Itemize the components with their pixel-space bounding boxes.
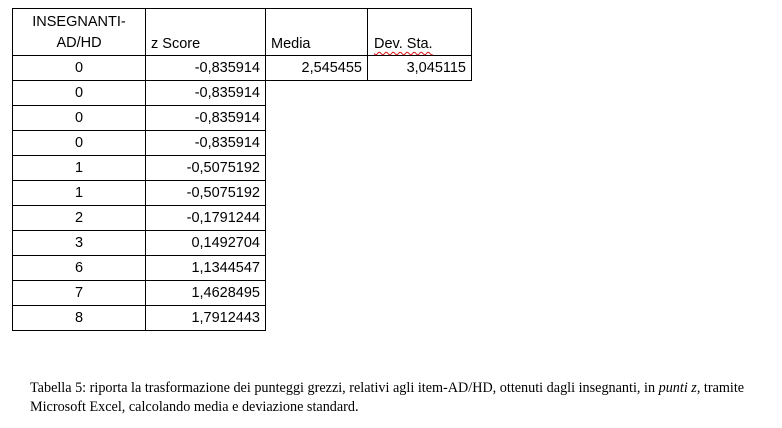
table-caption: [30, 379, 770, 417]
header-dev-sta-label: Dev. Sta.: [374, 36, 433, 52]
table-row-value: 3: [12, 231, 146, 256]
header-z-score: [146, 8, 266, 56]
data-table: [12, 8, 472, 333]
header-z-score-label: z Score: [151, 36, 201, 52]
caption-text-before: Tabella 5: riporta la trasformazione dei punteggi grezzi, relativi agli item-AD/HD, ottenuti dagli insegnanti, in: [30, 380, 659, 396]
header-insegnanti-line1: INSEGNANTI-: [32, 14, 126, 30]
table-row-z-score: 1,1344547: [146, 256, 266, 281]
table-row-z-score: 1,4628495: [146, 281, 266, 306]
table-row-z-score: -0,835914: [146, 56, 266, 81]
table-row-z-score: 0,1492704: [146, 231, 266, 256]
table-row-z-score: 1,7912443: [146, 306, 266, 331]
dev-sta-value: 3,045115: [368, 56, 472, 81]
table-row-value: 7: [12, 281, 146, 306]
header-dev-sta: [368, 8, 472, 56]
table-row-z-score: -0,5075192: [146, 181, 266, 206]
caption-text-italic: punti z: [658, 380, 697, 396]
table-row-z-score: -0,5075192: [146, 156, 266, 181]
header-insegnanti: [12, 8, 146, 56]
header-media: [266, 8, 368, 56]
table-row-value: 0: [12, 131, 146, 156]
table-row-z-score: -0,835914: [146, 131, 266, 156]
table-row-z-score: -0,835914: [146, 106, 266, 131]
table-row-z-score: -0,835914: [146, 81, 266, 106]
table-row-value: 1: [12, 181, 146, 206]
header-media-label: Media: [271, 36, 311, 52]
table-row-z-score: -0,1791244: [146, 206, 266, 231]
table-row-value: 8: [12, 306, 146, 331]
table-row-value: 0: [12, 56, 146, 81]
table-row-value: 0: [12, 106, 146, 131]
caption-text-after: , tramite Microsoft Excel, calcolando media e deviazione standard.: [30, 380, 745, 415]
table-row-value: 2: [12, 206, 146, 231]
table-row-value: 0: [12, 81, 146, 106]
media-value: 2,545455: [266, 56, 368, 81]
header-insegnanti-line2: AD/HD: [56, 35, 102, 51]
table-row-value: 6: [12, 256, 146, 281]
table-row-value: 1: [12, 156, 146, 181]
